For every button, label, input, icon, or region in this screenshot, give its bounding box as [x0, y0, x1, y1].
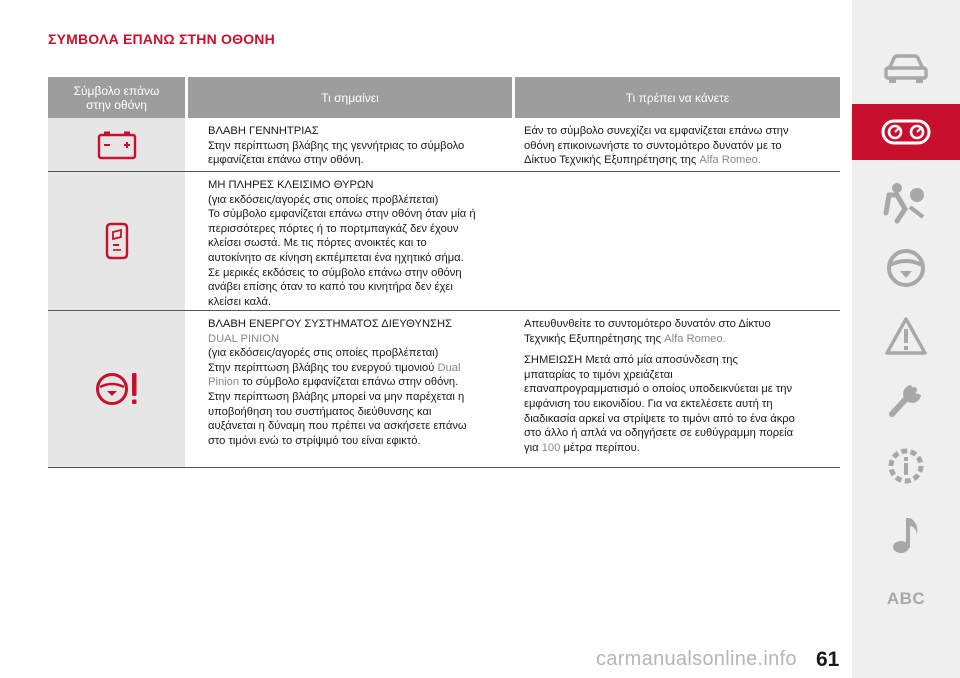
- meaning-line: αυτοκίνητο σε κίνηση εκπέμπεται ένα ηχητικό σήμα.: [208, 251, 464, 264]
- meaning-line: ΜΗ ΠΛΗΡΕΣ ΚΛΕΙΣΙΜΟ ΘΥΡΩΝ: [208, 179, 374, 191]
- wrench-icon: [884, 376, 928, 420]
- table-header: [48, 77, 840, 118]
- chapter-sidebar: [852, 0, 960, 678]
- action-line: διαδικασία αρκεί να στρίψετε το τιμόνι από το ένα άκρο: [524, 412, 795, 425]
- action-line: Εάν το σύμβολο συνεχίζει να εμφανίζεται επάνω στην: [524, 125, 789, 137]
- action-line: ΣΗΜΕΙΩΣΗ Μετά από μία αποσύνδεση της: [524, 354, 738, 367]
- action-line: Απευθυνθείτε το συντομότερο δυνατόν στο Δίκτυο: [524, 318, 771, 330]
- steering-warning-icon: [94, 370, 140, 408]
- meaning-term: Pinion: [208, 376, 240, 389]
- airbag-seat-icon: [883, 181, 929, 225]
- sidebar-item-index[interactable]: [852, 571, 960, 627]
- sidebar-item-car[interactable]: [852, 40, 960, 96]
- header-symbol: [48, 77, 185, 118]
- meaning-line: ανάβει επίσης όταν το καπό του κινητήρα δεν έχει: [208, 281, 453, 294]
- sidebar-item-technical-data[interactable]: [852, 438, 960, 494]
- meaning-line: Το σύμβολο εμφανίζεται επάνω στην οθόνη όταν μία ή: [208, 208, 476, 221]
- brand-name: Alfa Romeo.: [699, 154, 761, 167]
- watermark: carmanualsonline.info: [596, 648, 797, 670]
- table-row: [48, 172, 840, 311]
- sidebar-item-driving[interactable]: [852, 240, 960, 296]
- meaning-line: [208, 361, 505, 376]
- meaning-line: ΒΛΑΒΗ ΓΕΝΝΗΤΡΙΑΣ: [208, 125, 319, 137]
- header-symbol-line2: στην οθόνη: [86, 97, 147, 112]
- action-line: [524, 153, 836, 168]
- sidebar-item-emergency[interactable]: [852, 308, 960, 364]
- sidebar-item-maintenance[interactable]: [852, 370, 960, 426]
- action-text: για: [524, 441, 539, 454]
- meaning-line: Στην περίπτωση βλάβης μπορεί να μην παρέχεται η: [208, 390, 465, 403]
- action-text: μέτρα περίπου.: [563, 441, 640, 454]
- meaning-term: Dual: [437, 361, 461, 374]
- action-text: Δίκτυο Τεχνικής Εξυπηρέτησης της: [524, 154, 697, 167]
- row-icon-cell: [48, 118, 185, 171]
- header-symbol-line1: Σύμβολο επάνω: [73, 83, 160, 98]
- technical-info-icon: [884, 444, 928, 488]
- meaning-line: υποβοήθηση του συστήματος διεύθυνσης και: [208, 405, 432, 418]
- action-line: στο άλλο ή απλά να οδηγήσετε σε ευθύγραμμη πορεία: [524, 427, 794, 440]
- meaning-line: κλείσει καλά.: [208, 295, 272, 308]
- row-meaning: [185, 311, 509, 467]
- action-line: [524, 441, 836, 456]
- meaning-subtitle: DUAL PINION: [208, 332, 280, 345]
- music-note-icon: [889, 513, 923, 557]
- dashboard-gauges-icon: [881, 119, 931, 145]
- action-line: οθόνη επικοινωνήστε το συντομότερο δυνατόν με το: [524, 139, 782, 152]
- meaning-line: εμφανίζεται επάνω στην οθόνη.: [208, 154, 364, 167]
- row-icon-cell: [48, 311, 185, 467]
- action-line: [524, 332, 836, 347]
- meaning-line: Στην περίπτωση βλάβης της γεννήτριας το σύμβολο: [208, 139, 465, 152]
- row-action: [509, 118, 840, 171]
- action-line: εμφάνιση του εικονιδίου. Για να εκτελέσετε αυτή τη: [524, 397, 773, 410]
- table-row: [48, 311, 840, 468]
- door-open-icon: [104, 221, 130, 261]
- sidebar-item-multimedia[interactable]: [852, 507, 960, 563]
- meaning-line: (για εκδόσεις/αγορές στις οποίες προβλέπεται): [208, 347, 439, 360]
- meaning-line: [208, 375, 505, 390]
- car-icon: [883, 52, 929, 84]
- steering-wheel-icon: [885, 247, 927, 289]
- meaning-line: περισσότερες πόρτες ή το πορτμπαγκάζ δεν έχουν: [208, 222, 459, 235]
- meaning-line: ΒΛΑΒΗ ΕΝΕΡΓΟΥ ΣΥΣΤΗΜΑΤΟΣ ΔΙΕΥΘΥΝΣΗΣ: [208, 318, 452, 330]
- header-action: Τι πρέπει να κάνετε: [515, 77, 840, 118]
- meaning-text: το σύμβολο εμφανίζεται επάνω στην οθόνη.: [242, 376, 459, 389]
- meaning-line: Σε μερικές εκδόσεις το σύμβολο επάνω στην οθόνη: [208, 266, 462, 279]
- row-action: [509, 311, 840, 467]
- action-line: μπαταρίας το τιμόνι χρειάζεται: [524, 368, 673, 381]
- row-meaning: [185, 118, 509, 171]
- symbols-table: [48, 77, 840, 468]
- meaning-text: Στην περίπτωση βλάβης του ενεργού τιμονιού: [208, 361, 435, 374]
- page-title: ΣΥΜΒΟΛΑ ΕΠΑΝΩ ΣΤΗΝ ΟΘΟΝΗ: [48, 31, 275, 47]
- table-row: [48, 118, 840, 172]
- action-line: επαναπρογραμματισμό ο οποίος υποδεικνύεται με την: [524, 383, 793, 396]
- distance-value: 100: [541, 441, 561, 454]
- sidebar-item-safety[interactable]: [852, 175, 960, 231]
- warning-triangle-icon: [884, 316, 928, 356]
- brand-name: Alfa Romeo.: [664, 332, 726, 345]
- sidebar-item-dashboard[interactable]: [852, 104, 960, 160]
- battery-icon: [97, 130, 137, 160]
- meaning-line: στο τιμόνι ενώ το στρίψιμό του είναι εφικτό.: [208, 434, 421, 447]
- index-label: ABC: [886, 589, 926, 608]
- row-icon-cell: [48, 172, 185, 310]
- header-meaning: Τι σημαίνει: [188, 77, 512, 118]
- meaning-line: αυξάνεται η δύναμη που πρέπει να ασκήσετε επάνω: [208, 420, 467, 433]
- action-text: Τεχνικής Εξυπηρέτησης της: [524, 332, 662, 345]
- row-meaning: [185, 172, 509, 310]
- meaning-line: κλείσει σωστά. Με τις πόρτες ανοικτές και το: [208, 237, 427, 250]
- meaning-line: (για εκδόσεις/αγορές στις οποίες προβλέπεται): [208, 193, 439, 206]
- page-number: 61: [816, 648, 840, 671]
- row-action: [509, 172, 840, 310]
